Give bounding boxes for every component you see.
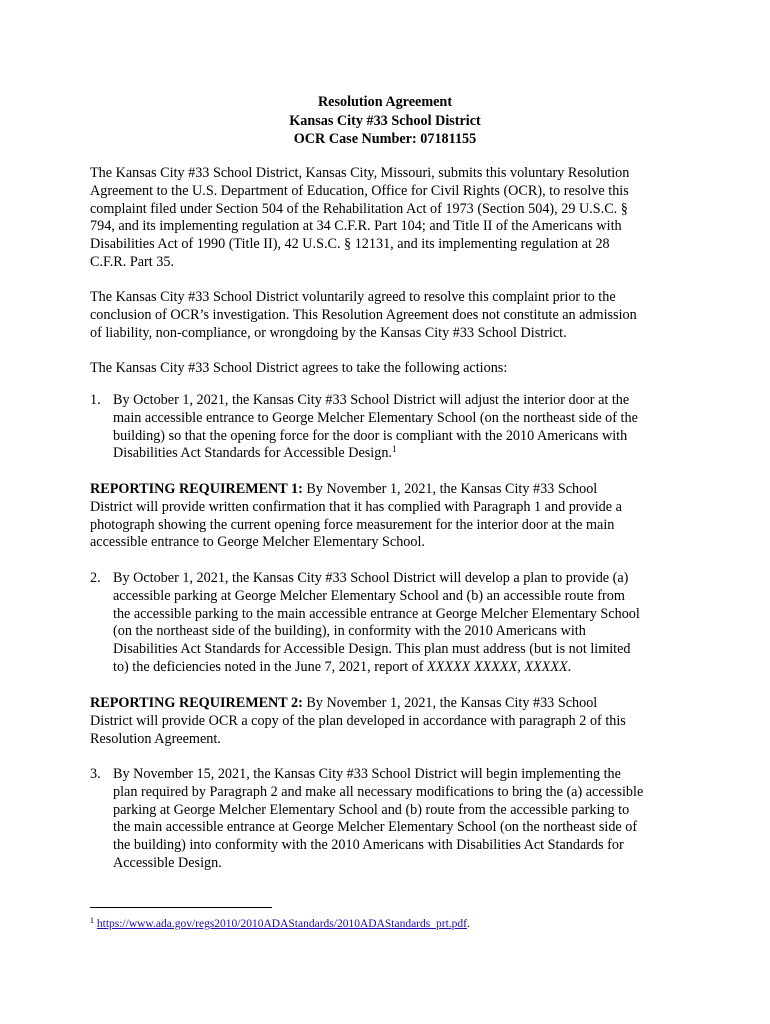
item-number: 3.	[90, 766, 101, 782]
footnote-divider	[90, 907, 272, 908]
item-line	[113, 659, 680, 677]
item-text: .	[567, 658, 572, 675]
req-label: REPORTING REQUIREMENT 2:	[90, 695, 303, 711]
req-line: District will provide OCR a copy of the plan developed in accordance with paragraph 2 of this	[90, 712, 626, 729]
intro-line: Agreement to the U.S. Department of Education, Office for Civil Rights (OCR), to resolve this	[90, 182, 629, 199]
intro-paragraph	[90, 165, 680, 272]
item-line	[113, 445, 680, 463]
item-line: Accessible Design.	[113, 854, 222, 871]
agrees-paragraph	[90, 360, 680, 378]
voluntary-line: of liability, non-compliance, or wrongdoing by the Kansas City #33 School District.	[90, 324, 567, 341]
item-line: plan required by Paragraph 2 and make all necessary modifications to bring the (a) accessible	[113, 783, 644, 800]
item-line: By October 1, 2021, the Kansas City #33 School District will adjust the interior door at the	[113, 392, 630, 408]
item-text: to) the deficiencies noted in the June 7, 2021, report of	[113, 658, 428, 675]
req-line: Resolution Agreement.	[90, 730, 221, 747]
footnote-marker: 1	[90, 916, 94, 925]
reporting-requirement-1	[90, 481, 680, 552]
item-number: 1.	[90, 392, 101, 408]
req-text: By November 1, 2021, the Kansas City #33 School	[302, 481, 598, 497]
title-line-2: Kansas City #33 School District	[289, 112, 481, 129]
item-number: 2.	[90, 570, 101, 586]
title-line-1: Resolution Agreement	[317, 94, 453, 110]
reporting-requirement-2	[90, 695, 680, 748]
intro-line: C.F.R. Part 35.	[90, 253, 175, 270]
item-line: main accessible entrance to George Melcher Elementary School (on the northeast side of the	[113, 409, 638, 426]
intro-line: 794, and its implementing regulation at 34 C.F.R. Part 104; and Title II of the Americans with	[90, 218, 622, 235]
item-line: the building) into conformity with the 2010 Americans with Disabilities Act Standards for	[113, 837, 624, 854]
item-line: building) so that the opening force for the door is compliant with the 2010 Americans with	[113, 427, 628, 444]
intro-line: complaint filed under Section 504 of the Rehabilitation Act of 1973 (Section 504), 29 U.S.C. §	[90, 200, 628, 217]
redacted-name: XXXXX XXXXX	[427, 658, 518, 675]
item-line: the accessible parking to the main accessible entrance at George Melcher Elementary School	[113, 605, 640, 622]
item-last-line: Disabilities Act Standards for Accessible Design.	[113, 445, 392, 462]
req-line: photograph showing the current opening force measurement for the interior door at the main	[90, 516, 615, 533]
item-line: By October 1, 2021, the Kansas City #33 School District will develop a plan to provide (a)	[113, 570, 629, 586]
voluntary-line: conclusion of OCR’s investigation. This Resolution Agreement does not constitute an admission	[90, 306, 637, 323]
req-line	[90, 481, 680, 499]
voluntary-paragraph	[90, 289, 680, 342]
item-line: parking at George Melcher Elementary School and (b) route from the accessible parking to	[113, 801, 630, 818]
item-line: the main accessible entrance at George Melcher Elementary School (on the northeast side of	[113, 819, 638, 836]
intro-line: The Kansas City #33 School District, Kansas City, Missouri, submits this voluntary Resolution	[90, 165, 630, 181]
document-title	[90, 94, 680, 150]
redacted-org: XXXXX	[524, 658, 568, 675]
footnote-reference[interactable]: 1	[391, 444, 397, 455]
intro-line: Disabilities Act of 1990 (Title II), 42 U.S.C. § 12131, and its implementing regulation at 28	[90, 236, 610, 253]
title-line-3: OCR Case Number: 07181155	[293, 131, 477, 147]
footnote-trailing: .	[466, 918, 470, 930]
item-line: By November 15, 2021, the Kansas City #33 School District will begin implementing the	[113, 766, 621, 782]
item-line: (on the northeast side of the building), in conformity with the 2010 Americans with	[113, 623, 586, 640]
req-label: REPORTING REQUIREMENT 1:	[90, 481, 303, 497]
item-line: Disabilities Act Standards for Accessible Design. This plan must address (but is not limited	[113, 641, 631, 658]
item-text: ,	[517, 658, 525, 675]
req-line	[90, 695, 680, 713]
agrees-line: The Kansas City #33 School District agrees to take the following actions:	[90, 360, 508, 376]
voluntary-line: The Kansas City #33 School District voluntarily agreed to resolve this complaint prior to the	[90, 289, 616, 305]
req-line: District will provide written confirmation that it has complied with Paragraph 1 and provide a	[90, 498, 622, 515]
req-line: accessible entrance to George Melcher Elementary School.	[90, 534, 425, 551]
req-text: By November 1, 2021, the Kansas City #33 School	[302, 695, 598, 711]
footnote	[90, 917, 470, 931]
footnote-link[interactable]: https://www.ada.gov/regs2010/2010ADAStandards/2010ADAStandards_prt.pdf	[96, 918, 467, 930]
item-line: accessible parking at George Melcher Elementary School and (b) an accessible route from	[113, 587, 625, 604]
